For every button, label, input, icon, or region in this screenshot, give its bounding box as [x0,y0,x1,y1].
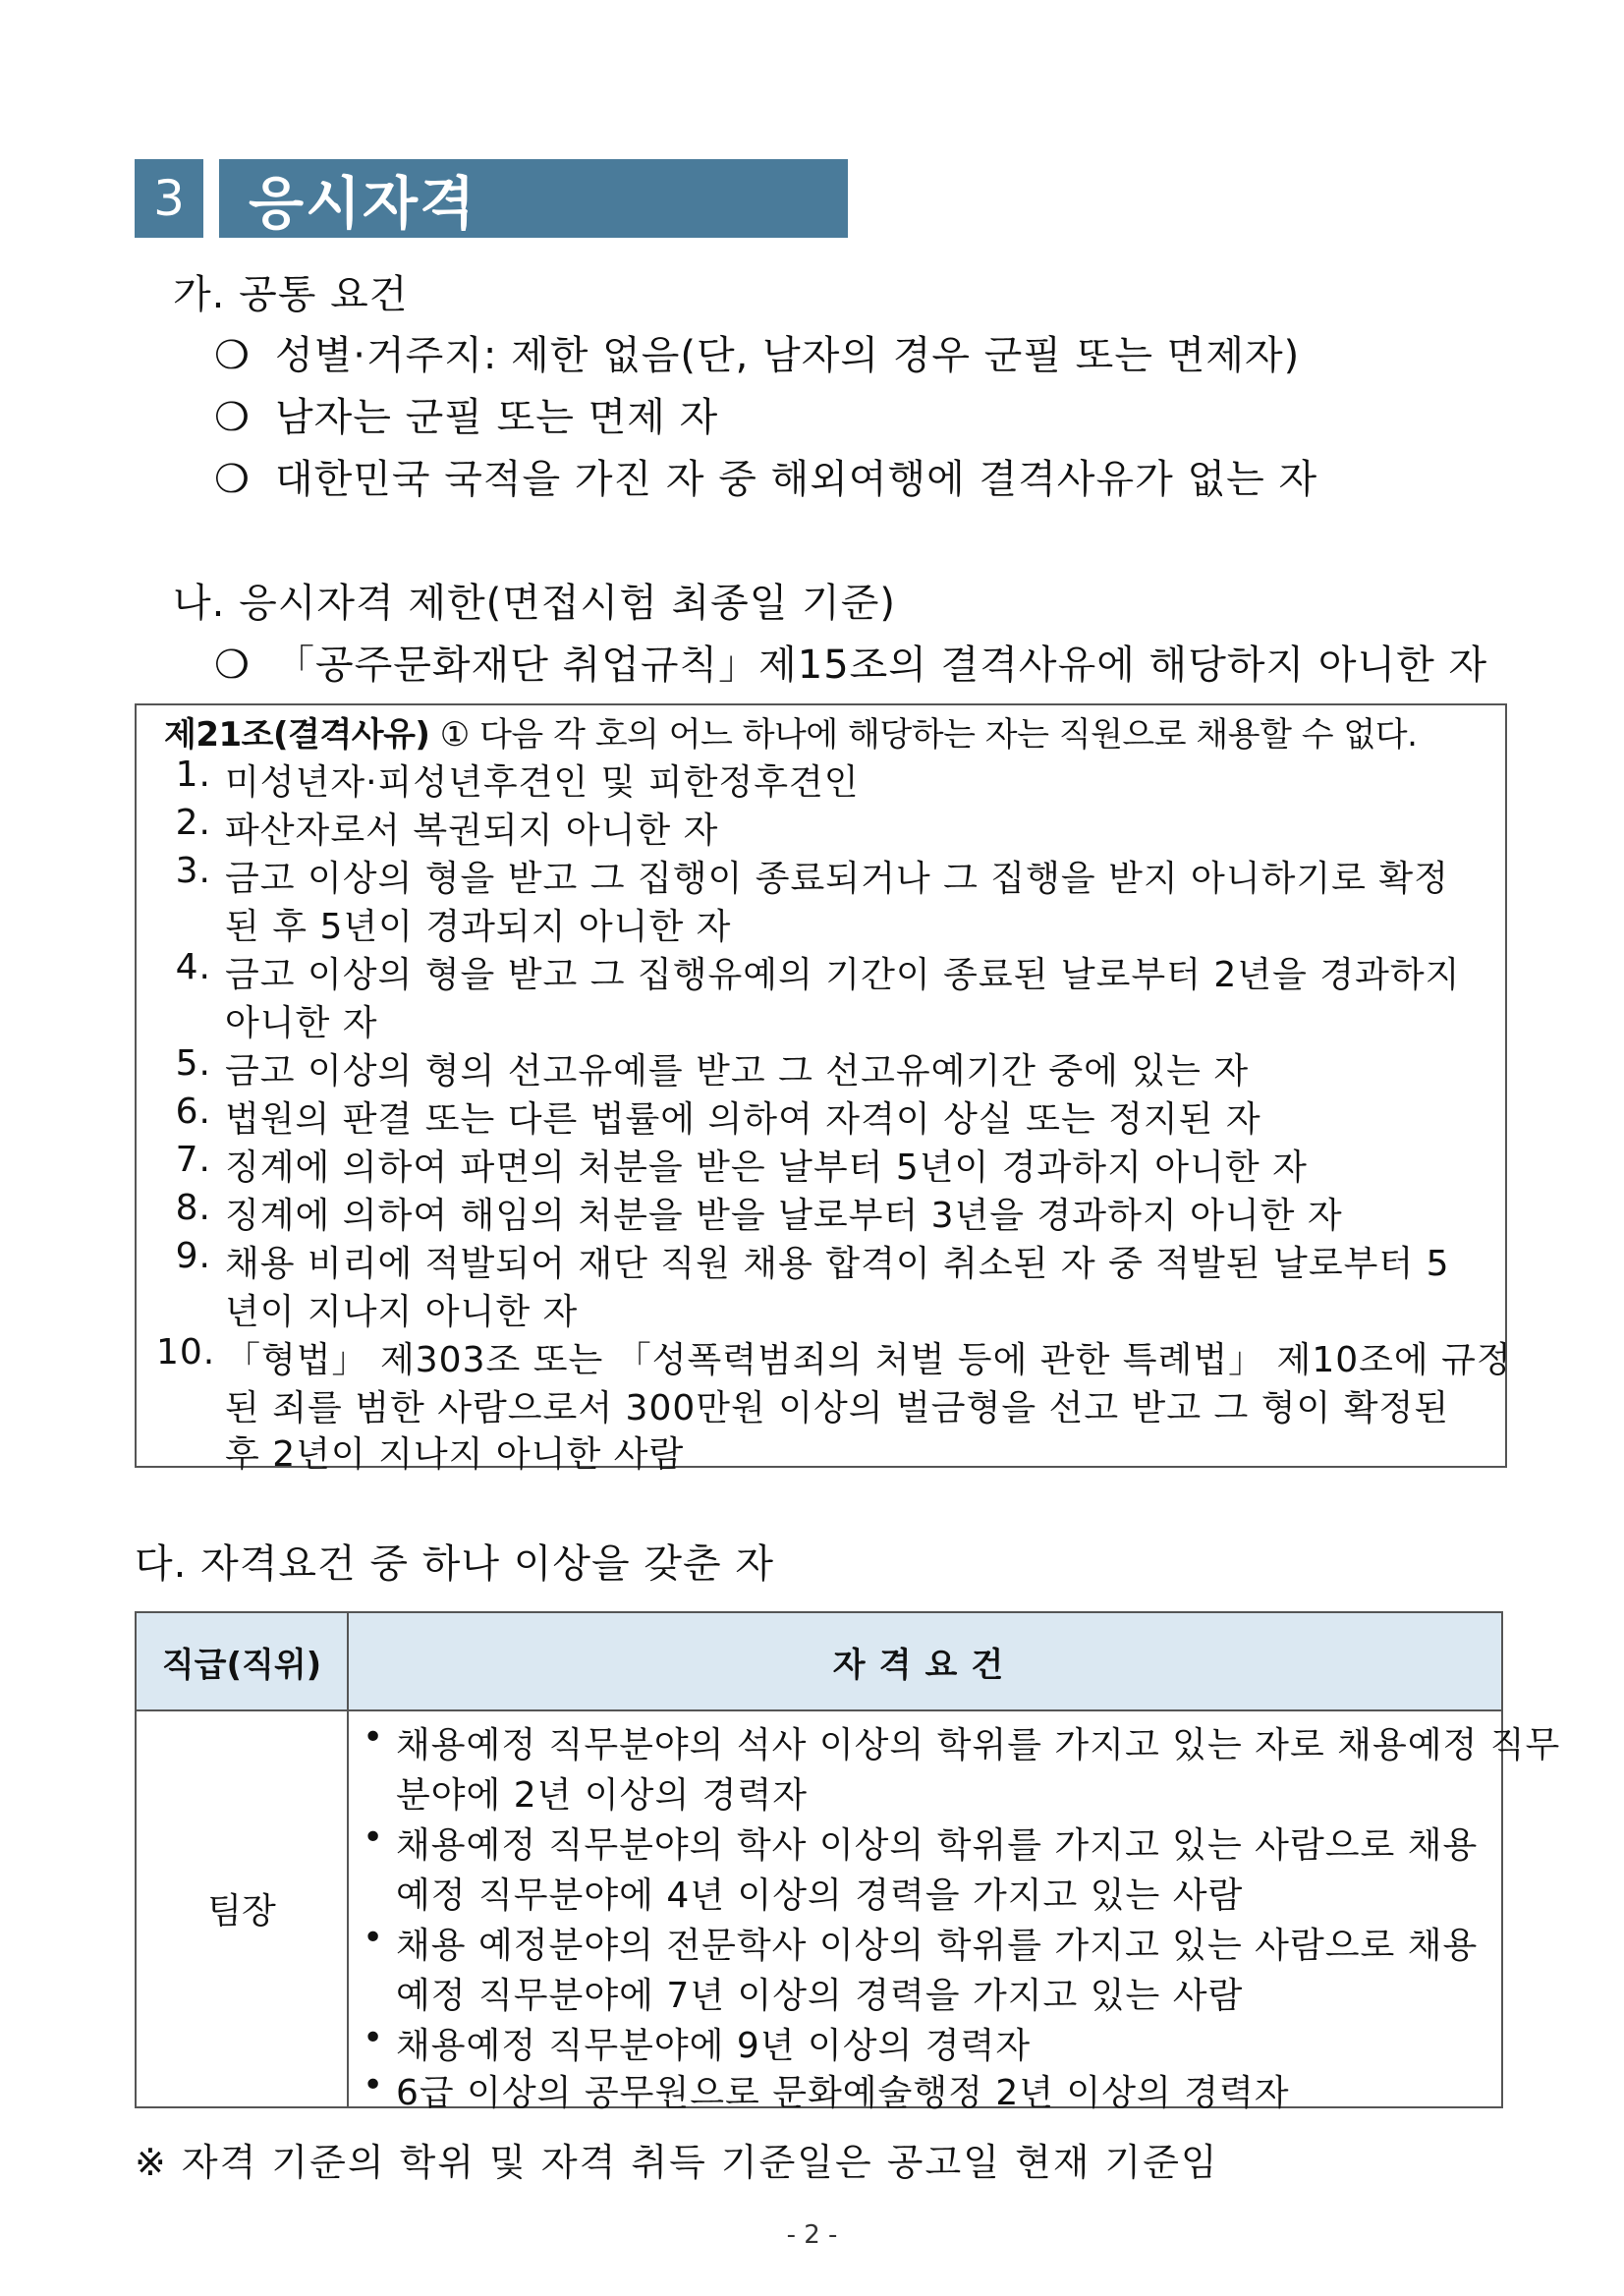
rule-title: 제21조(결격사유) [164,715,430,755]
page-number: - 2 - [786,2220,838,2250]
restriction-heading: 나. 응시자격 제한(면접시험 최종일 기준) [173,581,897,626]
rule-header [164,707,1417,756]
section-title: 응시자격 [219,159,848,238]
restriction-item: ❍ 「공주문화재단 취업규칙」제15조의 결격사유에 해당하지 아니한 자 [214,643,1488,688]
bullet-circle-icon: ❍ [214,643,251,688]
qualification-heading: 다. 자격요건 중 하나 이상을 갖춘 자 [135,1541,774,1587]
bullet-circle-icon: ❍ [214,395,251,440]
qualification-table: 직급(직위) 자격요건 팀장 • 채용예정 직무분야의 석사 이상의 학위를 가지고 있는 자로 채용예정 직무 분야에 2년 이상의 경력자 • 채용예정 직무분야의 학사 이상의 학위를 가지고 있는 사람으로 채용 예정 직무분야에 4년 이상의 경력을 가지고 있는 사람 • 채용 예정분야의 전문학사 이상의 학위를 가지고 있는 사람으로 채용 예정 직무분야에 7년 이상의 경력을 가지고 있는 사람 • 채용예정 직무분야에 9년 이상의 경력자 • 6급 이상의 공무원으로 문화예술행정 2년 이상의 경력자 [135,1611,1503,2108]
column-header-rank: 직급(직위) [137,1613,349,1709]
section-number: 3 [135,159,203,238]
column-header-qualification: 자격요건 [832,1645,1018,1685]
common-heading: 가. 공통 요건 [173,272,409,317]
table-header-row [137,1613,1501,1711]
bullet-circle-icon: ❍ [214,457,251,502]
common-item: ❍ 성별·거주지: 제한 없음(단, 남자의 경우 군필 또는 면제자) [214,333,1301,378]
disqualification-rule-box: 제21조(결격사유) ① 다음 각 호의 어느 하나에 해당하는 자는 직원으로 채용할 수 없다. 1. 미성년자·피성년후견인 및 피한정후견인 2. 파산자로서 복권되지 아니한 자 3. 금고 이상의 형을 받고 그 집행이 종료되거나 그 집행을 받지 아니하기로 확정 된 후 5년이 경과되지 아니한 자 4. 금고 이상의 형을 받고 그 집행유예의 기간이 종료된 날로부터 2년을 경과하지 아니한 자 5. 금고 이상의 형의 선고유예를 받고 그 선고유예기간 중에 있는 자 6. 법원의 판결 또는 다른 법률에 의하여 자격이 상실 또는 정지된 자 7. 징계에 의하여 파면의 처분을 받은 날부터 5년이 경과하지 아니한 자 8. 징계에 의하여 해임의 처분을 받을 날로부터 3년을 경과하지 아니한 자 9. 채용 비리에 적발되어 재단 직원 채용 합격이 취소된 자 중 적발된 날로부터 5 년이 지나지 아니한 자 10. 「형법」 제303조 또는 「성폭력범죄의 처벌 등에 관한 특례법」 제10조에 규정 된 죄를 범한 사람으로서 300만원 이상의 벌금형을 선고 받고 그 형이 확정된 후 2년이 지나지 아니한 사람 [135,703,1507,1468]
common-item: ❍ 대한민국 국적을 가진 자 중 해외여행에 결격사유가 없는 자 [214,457,1318,502]
bullet-circle-icon: ❍ [214,333,251,378]
common-item: ❍ 남자는 군필 또는 면제 자 [214,395,719,440]
note-text: ※ 자격 기준의 학위 및 자격 취득 기준일은 공고일 현재 기준임 [135,2141,1219,2184]
rule-intro: ① 다음 각 호의 어느 하나에 해당하는 자는 직원으로 채용할 수 없다. [439,715,1418,755]
rank-cell: 팀장 [137,1709,349,2106]
